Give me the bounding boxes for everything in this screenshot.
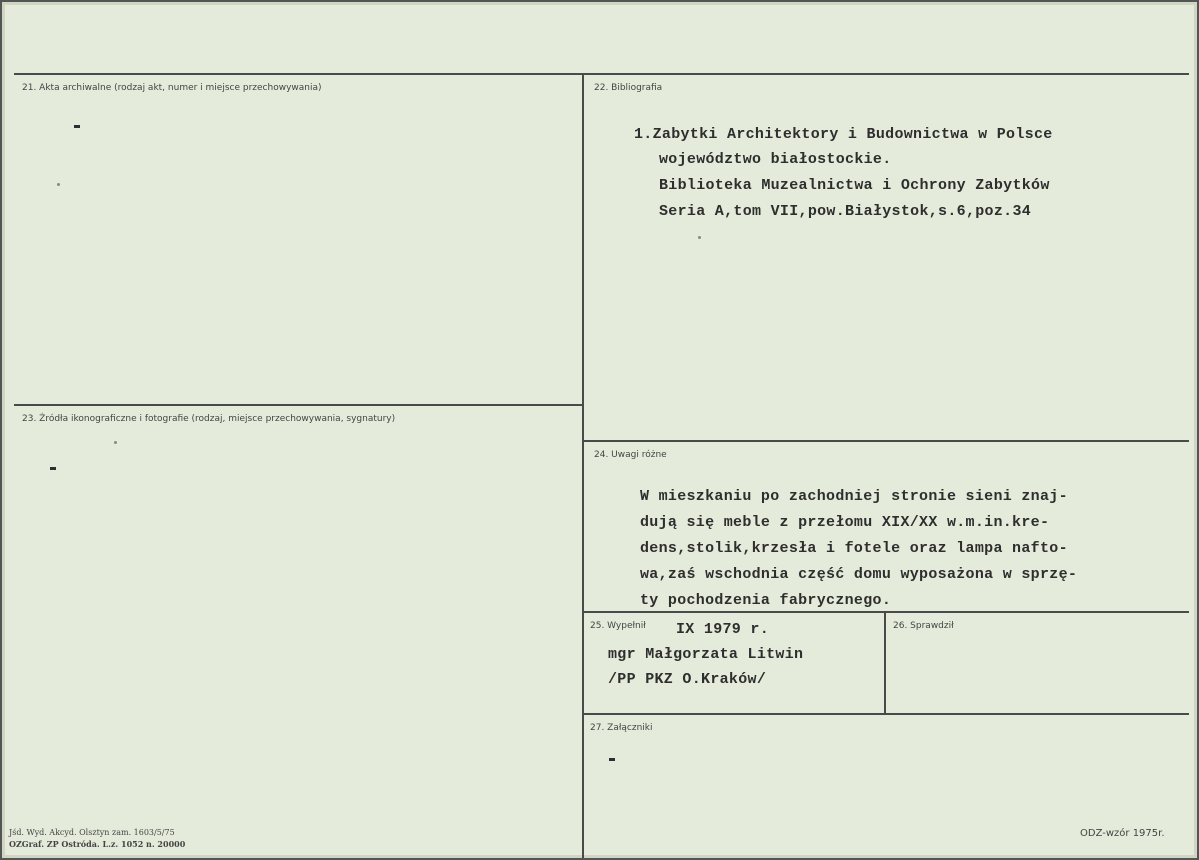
section-26-label: 26. Sprawdził bbox=[893, 621, 954, 631]
filled-by-name: mgr Małgorzata Litwin bbox=[608, 646, 804, 663]
center-divider bbox=[582, 73, 584, 858]
remarks-line-3: dens,stolik,krzesła i fotele oraz lampa nafto- bbox=[640, 540, 1068, 557]
remarks-line-1: W mieszkaniu po zachodniej stronie sieni znaj- bbox=[640, 488, 1068, 505]
remarks-line-4: wa,zaś wschodnia część domu wyposażona w sprzę- bbox=[640, 566, 1078, 583]
paper-speck bbox=[114, 441, 117, 444]
filled-by-institution: /PP PKZ O.Kraków/ bbox=[608, 671, 767, 688]
rule-21-23 bbox=[14, 404, 582, 406]
bibliography-line-1: 1.Zabytki Architektory i Budownictwa w Polsce bbox=[634, 126, 1053, 143]
paper-speck bbox=[698, 236, 701, 239]
remarks-line-2: dują się meble z przełomu XIX/XX w.m.in.kre- bbox=[640, 514, 1050, 531]
bibliography-line-4: Seria A,tom VII,pow.Białystok,s.6,poz.34 bbox=[659, 203, 1032, 220]
section-23-dash bbox=[50, 467, 56, 470]
rule-22-24 bbox=[582, 440, 1189, 442]
section-21-dash bbox=[74, 125, 80, 128]
section-27-dash bbox=[609, 758, 615, 761]
section-22-label: 22. Bibliografia bbox=[594, 83, 663, 93]
divider-25-26 bbox=[884, 611, 886, 713]
section-24-label: 24. Uwagi różne bbox=[594, 450, 667, 460]
section-25-label: 25. Wypełnił bbox=[590, 621, 646, 631]
section-21-label: 21. Akta archiwalne (rodzaj akt, numer i miejsce przechowywania) bbox=[22, 83, 322, 93]
bibliography-line-2: województwo białostockie. bbox=[659, 151, 892, 168]
filled-date: IX 1979 r. bbox=[676, 621, 770, 638]
form-identifier: ODZ-wzór 1975r. bbox=[1080, 828, 1165, 839]
rule-25-27 bbox=[582, 713, 1189, 715]
section-23-label: 23. Źródła ikonograficzne i fotografie (rodzaj, miejsce przechowywania, sygnatury) bbox=[22, 414, 396, 424]
paper-speck bbox=[57, 183, 60, 186]
section-27-label: 27. Załączniki bbox=[590, 723, 653, 733]
top-rule bbox=[14, 73, 1189, 75]
bibliography-line-3: Biblioteka Muzealnictwa i Ochrony Zabytków bbox=[659, 177, 1050, 194]
printer-info-line-2: OZGraf. ZP Ostróda. L.z. 1052 n. 20000 bbox=[9, 839, 186, 849]
remarks-line-5: ty pochodzenia fabrycznego. bbox=[640, 592, 892, 609]
printer-info-line-1: Jśd. Wyd. Akcyd. Olsztyn zam. 1603/5/75 bbox=[9, 828, 175, 837]
